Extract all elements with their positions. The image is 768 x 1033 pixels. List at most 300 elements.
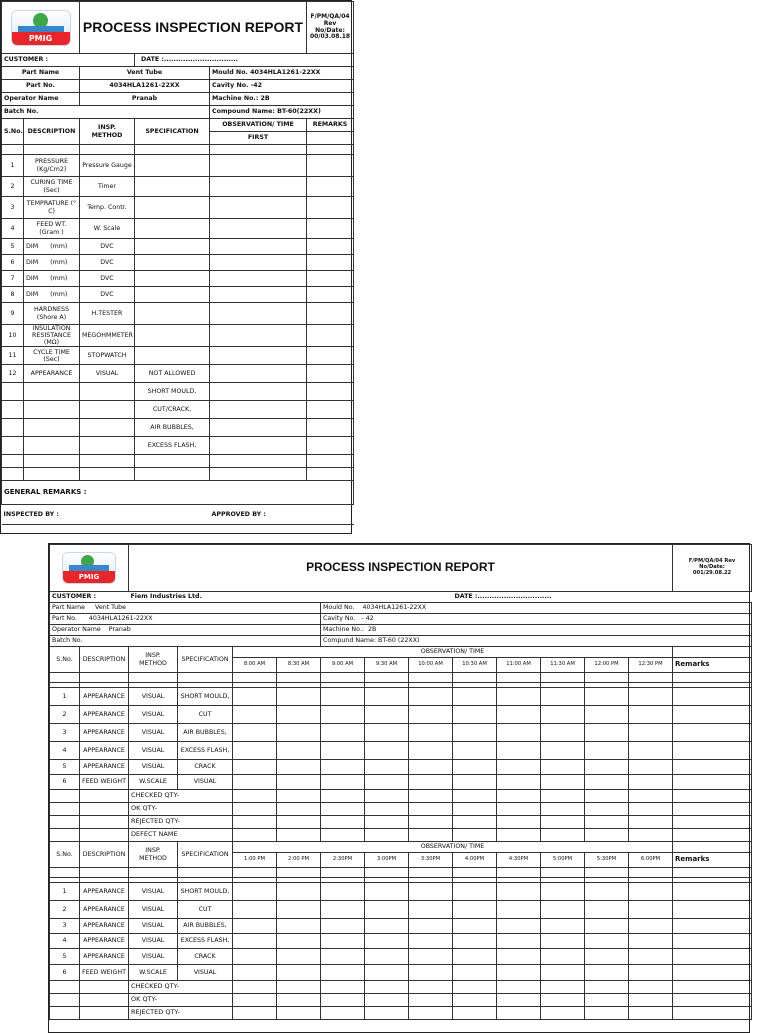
- row-specification: [135, 325, 210, 347]
- blank-cell: [178, 673, 233, 683]
- observation-cell: [585, 742, 629, 760]
- observation-cell: [673, 724, 752, 742]
- time-slot: 12:00 PM: [585, 658, 629, 673]
- summary-cell: [321, 1007, 365, 1020]
- observation-cell: [629, 919, 673, 934]
- cavity-row-2: Cavity No. - 42: [321, 614, 752, 625]
- summary-cell: [673, 816, 752, 829]
- row-specification: EXCESS FLASH,: [135, 437, 210, 455]
- inspection-report-sheet-2: [48, 543, 750, 1033]
- col-description: DESCRIPTION: [80, 647, 129, 673]
- batch-label: Batch No.: [2, 106, 210, 119]
- observation-cell: [233, 688, 277, 706]
- summary-cell: [629, 829, 673, 842]
- part-no-label: Part No.: [2, 80, 80, 93]
- row-method: Timer: [80, 177, 135, 197]
- observation-cell: [365, 883, 409, 901]
- observation-cell: [585, 965, 629, 981]
- time-slot: 4:00PM: [453, 853, 497, 868]
- observation-cell: [210, 155, 307, 177]
- row-method: W.SCALE: [129, 775, 178, 790]
- observation-cell: [673, 883, 752, 901]
- observation-cell: [629, 706, 673, 724]
- customer-label-2: CUSTOMER :: [50, 592, 129, 603]
- observation-cell: [365, 706, 409, 724]
- time-slot: 2:00 PM: [277, 853, 321, 868]
- summary-cell: [277, 790, 321, 803]
- observation-cell: [673, 965, 752, 981]
- row-specification: SHORT MOULD,: [178, 688, 233, 706]
- summary-cell: [453, 790, 497, 803]
- blank-cell: [233, 673, 277, 683]
- summary-cell: [673, 829, 752, 842]
- row-method: STOPWATCH: [80, 347, 135, 365]
- time-slot: 11:30 AM: [541, 658, 585, 673]
- observation-cell: [210, 347, 307, 365]
- observation-cell: [673, 901, 752, 919]
- observation-cell: [409, 760, 453, 775]
- observation-cell: [365, 688, 409, 706]
- observation-cell: [233, 706, 277, 724]
- row-description: HARDNESS (Shore A): [24, 303, 80, 325]
- general-remarks: GENERAL REMARKS :: [2, 481, 354, 505]
- row-sno: 5: [2, 239, 24, 255]
- pmig-logo-icon: PMIG: [11, 10, 71, 46]
- row-sno: 7: [2, 271, 24, 287]
- table-row: [50, 706, 752, 724]
- remarks-cell: [307, 303, 354, 325]
- blank-cell: [453, 868, 497, 878]
- observation-cell: [585, 760, 629, 775]
- observation-cell: [409, 934, 453, 949]
- row-method: VISUAL: [80, 365, 135, 383]
- compound-name: Compound Name: BT-60(22XX): [210, 106, 354, 119]
- summary-cell: [585, 994, 629, 1007]
- blank-cell: [50, 868, 80, 878]
- observation-cell: [453, 724, 497, 742]
- table-row: [2, 347, 354, 365]
- observation-cell: [585, 901, 629, 919]
- summary-cell: [541, 994, 585, 1007]
- row-description: [24, 437, 80, 455]
- time-slot: 4:30PM: [497, 853, 541, 868]
- summary-cell: [277, 994, 321, 1007]
- row-sno: [2, 383, 24, 401]
- inspection-report-sheet-1: [0, 0, 352, 534]
- observation-cell: [321, 919, 365, 934]
- summary-cell: [409, 790, 453, 803]
- blank-cell: [80, 816, 129, 829]
- row-description: APPEARANCE: [80, 688, 129, 706]
- summary-cell: [365, 981, 409, 994]
- row-method: VISUAL: [129, 883, 178, 901]
- summary-cell: [409, 829, 453, 842]
- col-specification: SPECIFICATION: [178, 647, 233, 673]
- row-specification: [135, 239, 210, 255]
- summary-cell: [541, 981, 585, 994]
- inspected-by: INSPECTED BY :: [2, 505, 210, 525]
- blank-cell: [129, 673, 178, 683]
- table-row: [50, 688, 752, 706]
- summary-cell: [365, 994, 409, 1007]
- observation-cell: [673, 688, 752, 706]
- summary-cell: [365, 829, 409, 842]
- observation-cell: [210, 303, 307, 325]
- row-method: H.TESTER: [80, 303, 135, 325]
- observation-cell: [210, 437, 307, 455]
- observation-cell: [629, 724, 673, 742]
- summary-cell: [673, 790, 752, 803]
- time-slot: 1:00 PM: [233, 853, 277, 868]
- row-sno: 5: [50, 949, 80, 965]
- observation-cell: [233, 919, 277, 934]
- observation-cell: [497, 934, 541, 949]
- observation-cell: [210, 383, 307, 401]
- observation-cell: [277, 919, 321, 934]
- observation-cell: [365, 775, 409, 790]
- summary-cell: [277, 981, 321, 994]
- row-description: FEED WEIGHT: [80, 775, 129, 790]
- observation-cell: [233, 934, 277, 949]
- mould-number: Mould No. 4034HLA1261-22XX: [210, 67, 354, 80]
- observation-cell: [453, 901, 497, 919]
- row-method: VISUAL: [129, 724, 178, 742]
- blank-cell: [321, 673, 365, 683]
- remarks-cell: [307, 197, 354, 219]
- remarks-cell: [307, 365, 354, 383]
- remarks-cell: [307, 155, 354, 177]
- table-row: [2, 383, 354, 401]
- observation-cell: [497, 760, 541, 775]
- time-slot: 10:00 AM: [409, 658, 453, 673]
- summary-cell: [277, 829, 321, 842]
- observation-cell: [497, 724, 541, 742]
- observation-cell: [497, 688, 541, 706]
- time-slot: 3:00PM: [365, 853, 409, 868]
- observation-cell: [277, 883, 321, 901]
- summary-cell: [453, 816, 497, 829]
- observation-cell: [673, 949, 752, 965]
- observation-cell: [277, 760, 321, 775]
- time-slot: 11:00 AM: [497, 658, 541, 673]
- summary-cell: [233, 981, 277, 994]
- time-slot: 5:00PM: [541, 853, 585, 868]
- col-observation: OBSERVATION/ TIME: [210, 119, 307, 132]
- row-method: VISUAL: [129, 760, 178, 775]
- table-row: [2, 155, 354, 177]
- summary-cell: [629, 981, 673, 994]
- row-specification: CRACK: [178, 760, 233, 775]
- row-description: APPEARANCE: [80, 760, 129, 775]
- row-specification: [135, 468, 210, 481]
- observation-cell: [453, 760, 497, 775]
- observation-cell: [210, 365, 307, 383]
- summary-label: OK QTY-: [129, 803, 233, 816]
- date-label-2: DATE :...............................: [453, 592, 752, 603]
- observation-cell: [277, 965, 321, 981]
- blank-cell: [673, 842, 752, 853]
- summary-cell: [497, 790, 541, 803]
- blank-cell: [80, 673, 129, 683]
- remarks-cell: [307, 383, 354, 401]
- observation-cell: [277, 688, 321, 706]
- summary-cell: [497, 829, 541, 842]
- operator-row-2: Operator Name Pranab: [50, 625, 321, 636]
- row-description: INSULATION RESISTANCE (MΩ): [24, 325, 80, 347]
- time-slot: 8:30 AM: [277, 658, 321, 673]
- compound-name-2: Compund Name: BT-60 (22XX): [321, 636, 752, 647]
- document-revision: F/PM/QA/04 Rev No/Date: 00/03.08.18: [307, 2, 354, 54]
- row-specification: [135, 455, 210, 468]
- table-row: [2, 419, 354, 437]
- summary-cell: [629, 816, 673, 829]
- observation-cell: [365, 949, 409, 965]
- remarks-cell: [307, 455, 354, 468]
- col-remarks: Remarks: [673, 658, 752, 673]
- observation-cell: [673, 742, 752, 760]
- row-specification: SHORT MOULD,: [178, 883, 233, 901]
- customer-label: CUSTOMER :: [2, 54, 135, 67]
- summary-cell: [673, 803, 752, 816]
- blank-cell: [629, 868, 673, 878]
- observation-cell: [321, 883, 365, 901]
- row-method: DVC: [80, 255, 135, 271]
- time-slot: 6:00PM: [629, 853, 673, 868]
- row-method: DVC: [80, 271, 135, 287]
- remarks-cell: [307, 177, 354, 197]
- row-specification: VISUAL: [178, 775, 233, 790]
- table-row: [2, 219, 354, 239]
- row-sno: 3: [50, 724, 80, 742]
- observation-cell: [321, 775, 365, 790]
- observation-cell: [673, 919, 752, 934]
- remarks-cell: [307, 287, 354, 303]
- row-sno: [2, 419, 24, 437]
- blank-cell: [50, 1007, 80, 1020]
- summary-cell: [673, 981, 752, 994]
- observation-cell: [210, 419, 307, 437]
- observation-cell: [365, 760, 409, 775]
- row-sno: 11: [2, 347, 24, 365]
- observation-cell: [541, 949, 585, 965]
- observation-cell: [541, 760, 585, 775]
- table-row: [50, 883, 752, 901]
- table-row: [50, 934, 752, 949]
- table-row: [50, 775, 752, 790]
- table-row: [2, 325, 354, 347]
- observation-cell: [210, 271, 307, 287]
- summary-cell: [541, 829, 585, 842]
- observation-cell: [541, 775, 585, 790]
- observation-cell: [321, 949, 365, 965]
- summary-cell: [233, 1007, 277, 1020]
- observation-cell: [409, 883, 453, 901]
- summary-cell: [453, 1007, 497, 1020]
- col-sno: S.No.: [2, 119, 24, 145]
- summary-cell: [321, 981, 365, 994]
- observation-cell: [497, 965, 541, 981]
- row-specification: VISUAL: [178, 965, 233, 981]
- observation-cell: [585, 688, 629, 706]
- row-sno: 10: [2, 325, 24, 347]
- remarks-cell: [307, 468, 354, 481]
- row-specification: EXCESS FLASH,: [178, 934, 233, 949]
- table-row: [2, 239, 354, 255]
- observation-cell: [453, 934, 497, 949]
- row-method: VISUAL: [129, 949, 178, 965]
- customer-value-2: Fiem Industries Ltd.: [129, 592, 321, 603]
- summary-cell: [409, 1007, 453, 1020]
- row-specification: EXCESS FLASH,: [178, 742, 233, 760]
- table-row: [50, 901, 752, 919]
- summary-cell: [365, 816, 409, 829]
- remarks-cell: [307, 325, 354, 347]
- summary-cell: [585, 816, 629, 829]
- summary-cell: [497, 816, 541, 829]
- observation-cell: [321, 901, 365, 919]
- summary-cell: [585, 829, 629, 842]
- summary-cell: [321, 994, 365, 1007]
- observation-cell: [233, 901, 277, 919]
- blank-cell: [233, 868, 277, 878]
- row-sno: 6: [2, 255, 24, 271]
- observation-cell: [365, 742, 409, 760]
- table-row: [2, 468, 354, 481]
- table-row: [2, 271, 354, 287]
- time-slot: 3:30PM: [409, 853, 453, 868]
- observation-cell: [210, 239, 307, 255]
- row-specification: [135, 287, 210, 303]
- row-sno: 9: [2, 303, 24, 325]
- row-sno: 12: [2, 365, 24, 383]
- table-row: [2, 401, 354, 419]
- row-specification: SHORT MOULD,: [135, 383, 210, 401]
- row-method: [80, 383, 135, 401]
- col-description: DESCRIPTION: [24, 119, 80, 145]
- observation-cell: [497, 706, 541, 724]
- summary-cell: [409, 994, 453, 1007]
- row-method: VISUAL: [129, 919, 178, 934]
- observation-cell: [453, 742, 497, 760]
- observation-cell: [453, 965, 497, 981]
- row-sno: 6: [50, 965, 80, 981]
- row-sno: 3: [50, 919, 80, 934]
- observation-cell: [365, 724, 409, 742]
- summary-cell: [365, 790, 409, 803]
- blank-cell: [277, 868, 321, 878]
- row-method: VISUAL: [129, 934, 178, 949]
- observation-cell: [233, 724, 277, 742]
- summary-label: CHECKED QTY-: [129, 981, 233, 994]
- observation-cell: [585, 775, 629, 790]
- row-description: CYCLE TIME (Sec): [24, 347, 80, 365]
- col-first: FIRST: [210, 132, 307, 145]
- row-description: [24, 468, 80, 481]
- observation-cell: [541, 919, 585, 934]
- row-description: APPEARANCE: [80, 934, 129, 949]
- observation-cell: [497, 901, 541, 919]
- table-row: [2, 437, 354, 455]
- machine-row-2: Machine No.: 2B: [321, 625, 752, 636]
- summary-cell: [629, 790, 673, 803]
- observation-cell: [673, 760, 752, 775]
- col-method: INSP. METHOD: [80, 119, 135, 145]
- row-method: VISUAL: [129, 742, 178, 760]
- row-sno: 2: [50, 706, 80, 724]
- summary-cell: [585, 1007, 629, 1020]
- row-sno: 3: [2, 197, 24, 219]
- remarks-cell: [307, 419, 354, 437]
- row-method: [80, 419, 135, 437]
- blank-cell: [80, 981, 129, 994]
- table-row: [50, 760, 752, 775]
- row-description: APPEARANCE: [80, 724, 129, 742]
- blank-cell: [50, 803, 80, 816]
- summary-cell: [321, 816, 365, 829]
- summary-cell: [541, 816, 585, 829]
- blank-cell: [585, 673, 629, 683]
- observation-cell: [210, 287, 307, 303]
- summary-cell: [673, 1007, 752, 1020]
- blank-cell: [80, 868, 129, 878]
- row-sno: [2, 401, 24, 419]
- observation-cell: [233, 965, 277, 981]
- summary-label: DEFECT NAME: [129, 829, 233, 842]
- row-specification: [135, 255, 210, 271]
- machine-number: Machine No.: 2B: [210, 93, 354, 106]
- observation-cell: [541, 901, 585, 919]
- date-label: DATE :...............................: [135, 54, 354, 67]
- summary-cell: [629, 1007, 673, 1020]
- row-specification: [135, 271, 210, 287]
- blank-cell: [321, 868, 365, 878]
- row-description: DIM (mm): [24, 239, 80, 255]
- observation-cell: [629, 688, 673, 706]
- mould-row-2: Mould No. 4034HLA1261-22XX: [321, 603, 752, 614]
- observation-cell: [210, 219, 307, 239]
- blank-cell: [50, 981, 80, 994]
- row-method: [80, 437, 135, 455]
- blank-cell: [365, 673, 409, 683]
- row-sno: 4: [50, 742, 80, 760]
- observation-cell: [210, 401, 307, 419]
- observation-cell: [585, 919, 629, 934]
- row-method: W. Scale: [80, 219, 135, 239]
- col-sno: S.No.: [50, 842, 80, 868]
- observation-cell: [629, 883, 673, 901]
- approved-by: APPROVED BY :: [210, 505, 354, 525]
- company-logo-2: [50, 545, 129, 592]
- observation-cell: [409, 742, 453, 760]
- row-description: [24, 383, 80, 401]
- observation-cell: [585, 934, 629, 949]
- time-slot: 8:00 AM: [233, 658, 277, 673]
- observation-cell: [365, 934, 409, 949]
- row-sno: 2: [2, 177, 24, 197]
- observation-cell: [673, 934, 752, 949]
- observation-cell: [541, 934, 585, 949]
- time-slot: 9:30 AM: [365, 658, 409, 673]
- blank-cell: [50, 673, 80, 683]
- blank-cell: [541, 868, 585, 878]
- observation-cell: [277, 901, 321, 919]
- blank-cell: [673, 673, 752, 683]
- row-specification: CRACK: [178, 949, 233, 965]
- row-sno: 6: [50, 775, 80, 790]
- row-sno: 5: [50, 760, 80, 775]
- blank-cell: [50, 790, 80, 803]
- report-1-table: [1, 1, 354, 525]
